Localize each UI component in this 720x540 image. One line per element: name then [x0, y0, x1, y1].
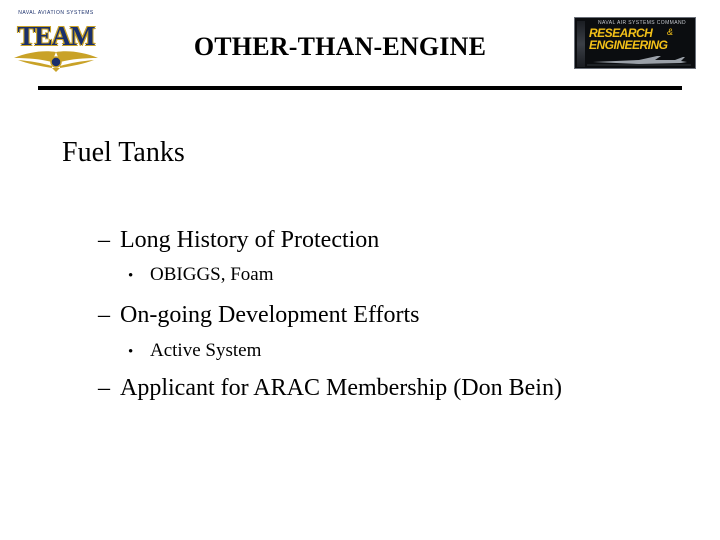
dash-marker: –: [98, 302, 110, 328]
bullet-marker: •: [128, 268, 134, 284]
sub-list-item: [128, 264, 274, 287]
team-logo-wordmark: TEAM: [17, 21, 95, 51]
re-logo-line2: ENGINEERING: [589, 38, 668, 52]
wings-icon: [8, 48, 104, 72]
list-item-text: On-going Development Efforts: [120, 302, 420, 328]
research-engineering-logo: [574, 17, 696, 69]
title-divider: [38, 86, 682, 90]
bullet-marker: •: [128, 344, 134, 360]
dash-marker: –: [98, 227, 110, 253]
list-item: [98, 301, 420, 329]
sub-list-item: [128, 340, 261, 363]
re-logo-line1: RESEARCH: [589, 26, 653, 40]
list-item: [98, 374, 562, 402]
team-logo: [8, 10, 104, 72]
list-item: [98, 226, 379, 254]
sub-list-item-text: OBIGGS, Foam: [150, 264, 274, 285]
re-logo-caption: NAVAL AIR SYSTEMS COMMAND: [598, 20, 686, 26]
slide-title: OTHER-THAN-ENGINE: [193, 32, 487, 61]
jet-icon: [579, 52, 693, 68]
sub-list-item-text: Active System: [150, 340, 262, 361]
re-logo-amp: &: [667, 27, 674, 37]
list-item-text: Long History of Protection: [120, 227, 380, 253]
section-heading: Fuel Tanks: [62, 137, 185, 168]
team-logo-caption: NAVAL AVIATION SYSTEMS: [18, 10, 94, 16]
dash-marker: –: [98, 375, 110, 401]
list-item-text: Applicant for ARAC Membership (Don Bein): [120, 375, 562, 401]
